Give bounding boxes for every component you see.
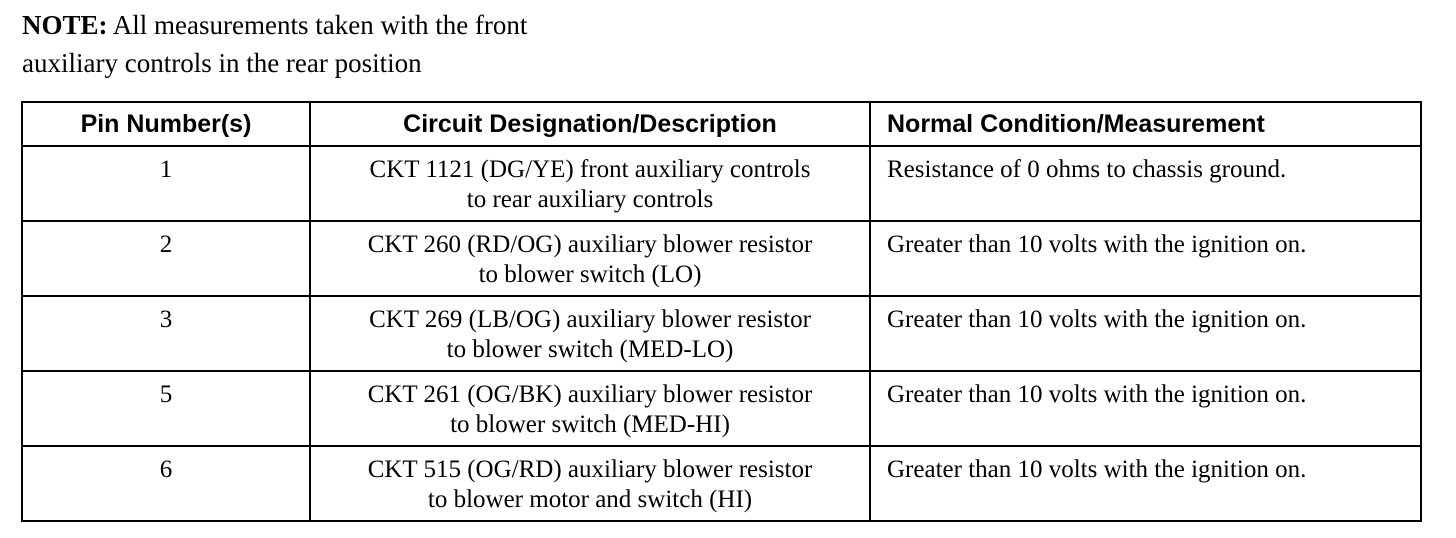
normal-condition-cell: Greater than 10 volts with the ignition on. [870,446,1421,521]
pin-number-cell: 6 [22,446,310,521]
pin-measurement-table [21,101,1422,522]
note-text-line1: All measurements taken with the front [112,10,528,40]
header-pin-numbers: Pin Number(s) [22,102,310,146]
table-row [22,446,1421,521]
circuit-description-cell: CKT 269 (LB/OG) auxiliary blower resistor to blower switch (MED-LO) [310,296,870,371]
circuit-description-cell: CKT 261 (OG/BK) auxiliary blower resistor to blower switch (MED-HI) [310,371,870,446]
table-row [22,371,1421,446]
table-row [22,296,1421,371]
pin-number-cell: 5 [22,371,310,446]
note-label: NOTE: [22,10,108,40]
table-header-row [22,102,1421,146]
pin-number-cell: 3 [22,296,310,371]
table-row [22,221,1421,296]
circuit-description-cell: CKT 515 (OG/RD) auxiliary blower resistor to blower motor and switch (HI) [310,446,870,521]
circuit-description-cell: CKT 1121 (DG/YE) front auxiliary controls to rear auxiliary controls [310,146,870,221]
header-normal-condition: Normal Condition/Measurement [870,102,1421,146]
pin-number-cell: 1 [22,146,310,221]
note-text-line2: auxiliary controls in the rear position [22,48,422,78]
header-circuit-description: Circuit Designation/Description [310,102,870,146]
table-row [22,146,1421,221]
normal-condition-cell: Greater than 10 volts with the ignition on. [870,371,1421,446]
note-paragraph [22,6,722,82]
normal-condition-cell: Resistance of 0 ohms to chassis ground. [870,146,1421,221]
normal-condition-cell: Greater than 10 volts with the ignition on. [870,296,1421,371]
normal-condition-cell: Greater than 10 volts with the ignition on. [870,221,1421,296]
circuit-description-cell: CKT 260 (RD/OG) auxiliary blower resistor to blower switch (LO) [310,221,870,296]
pin-number-cell: 2 [22,221,310,296]
